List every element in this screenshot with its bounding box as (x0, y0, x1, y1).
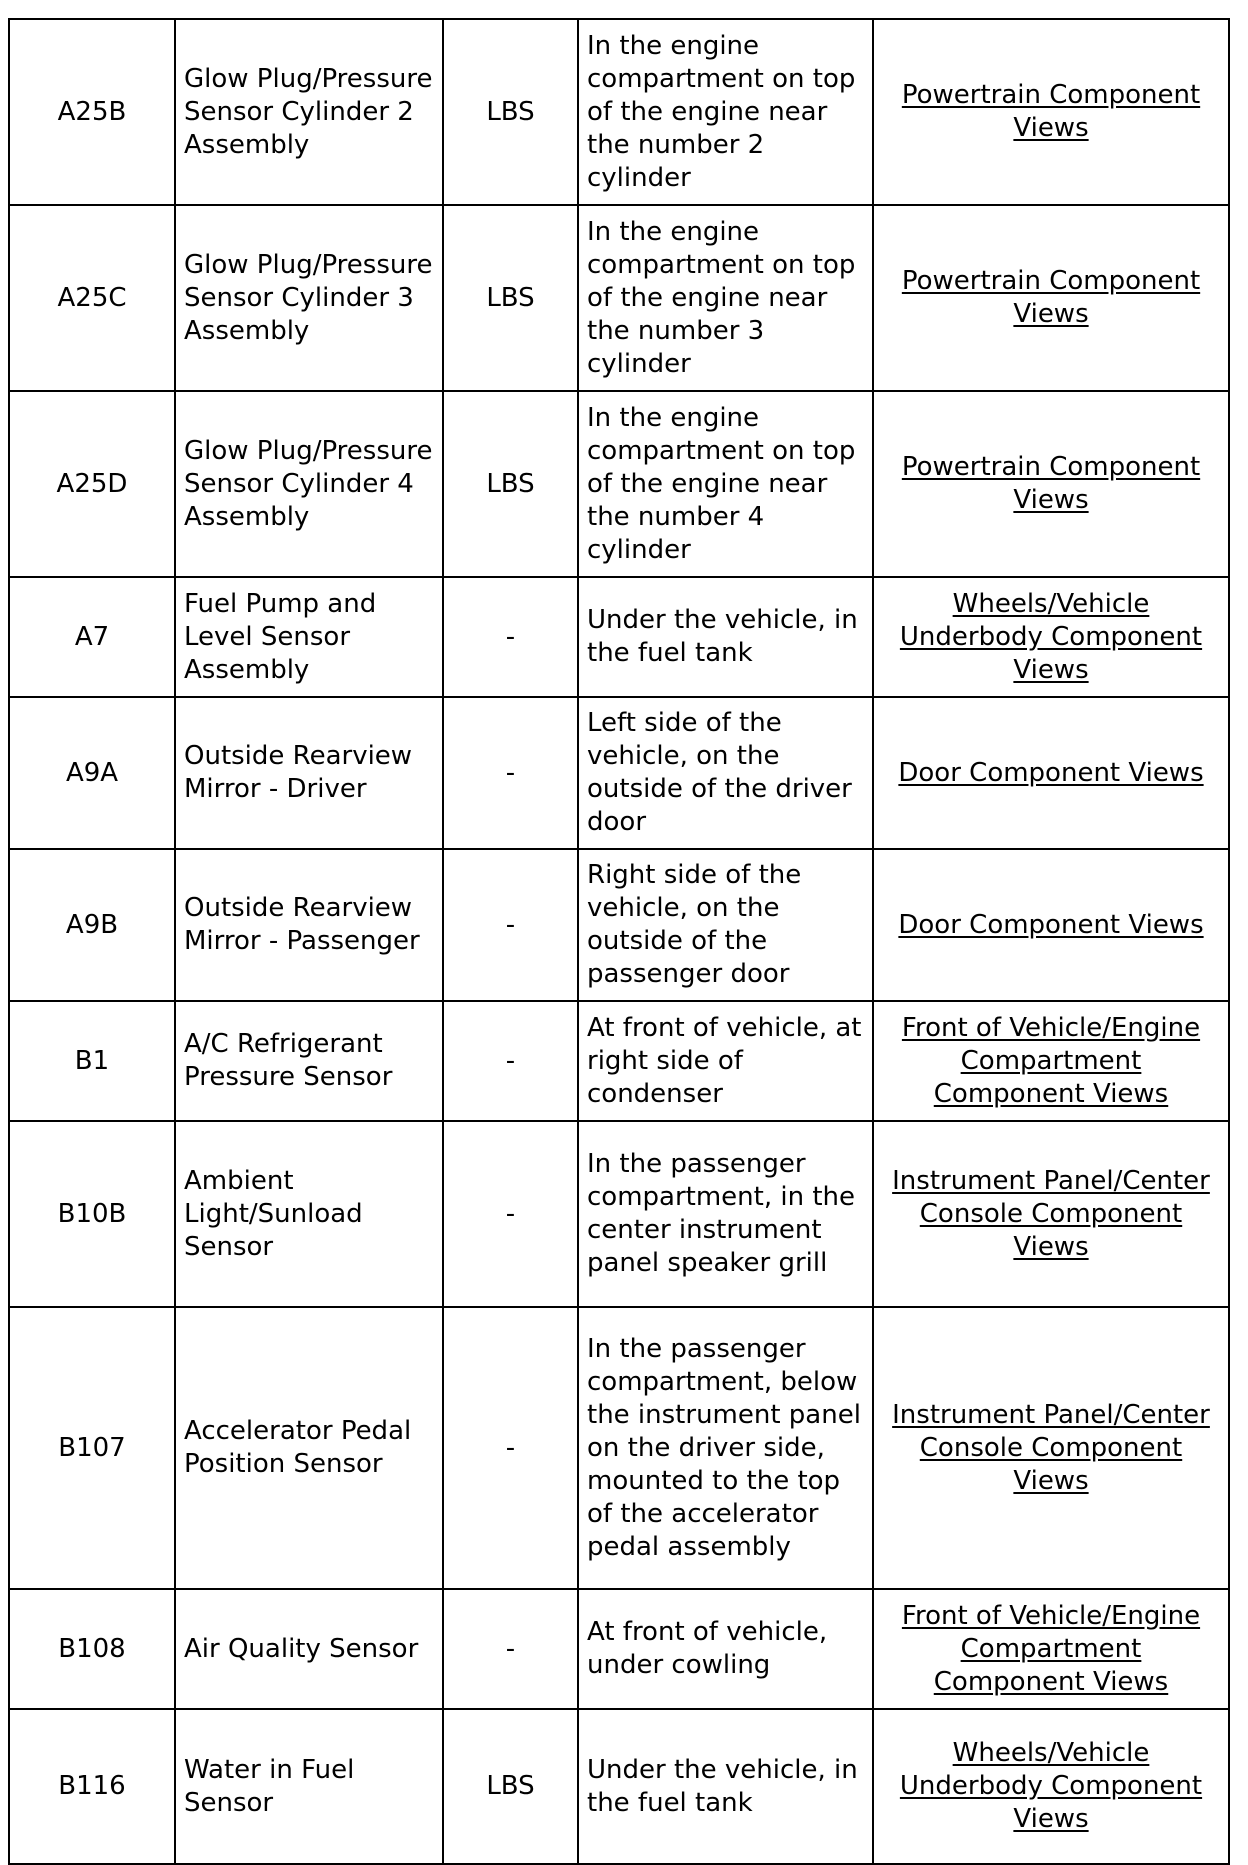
component-name-cell: Outside Rearview Mirror - Driver (175, 697, 443, 849)
component-view-cell (873, 205, 1229, 391)
component-type-cell: LBS (443, 391, 578, 577)
component-id-cell: B107 (9, 1307, 175, 1589)
component-view-link[interactable]: Powertrain Component Views (901, 266, 1201, 329)
component-location-cell: Under the vehicle, in the fuel tank (578, 1709, 873, 1864)
component-location-cell: Right side of the vehicle, on the outside of the passenger door (578, 849, 873, 1001)
component-name-cell: Ambient Light/Sunload Sensor (175, 1121, 443, 1307)
table-row (9, 1121, 1229, 1307)
component-view-cell (873, 1307, 1229, 1589)
component-type-cell: - (443, 1001, 578, 1121)
component-location-cell: In the engine compartment on top of the engine near the number 3 cylinder (578, 205, 873, 391)
component-type-cell: LBS (443, 19, 578, 205)
component-location-cell: Under the vehicle, in the fuel tank (578, 577, 873, 697)
component-location-cell: In the passenger compartment, below the instrument panel on the driver side, mounted to the top of the accelerator pedal assembly (578, 1307, 873, 1589)
component-type-cell: - (443, 849, 578, 1001)
component-table (8, 18, 1230, 1865)
component-view-link[interactable]: Instrument Panel/Center Console Component Views (892, 1399, 1210, 1496)
component-view-cell (873, 1121, 1229, 1307)
component-type-cell: LBS (443, 1709, 578, 1864)
component-id-cell: B1 (9, 1001, 175, 1121)
component-view-cell (873, 19, 1229, 205)
table-row (9, 1001, 1229, 1121)
component-location-cell: Left side of the vehicle, on the outside of the driver door (578, 697, 873, 849)
component-name-cell: Water in Fuel Sensor (175, 1709, 443, 1864)
component-name-cell: Outside Rearview Mirror - Passenger (175, 849, 443, 1001)
component-id-cell: B10B (9, 1121, 175, 1307)
component-name-cell: Glow Plug/Pressure Sensor Cylinder 2 Assembly (175, 19, 443, 205)
component-view-cell (873, 391, 1229, 577)
component-location-cell: At front of vehicle, at right side of condenser (578, 1001, 873, 1121)
table-row (9, 391, 1229, 577)
component-name-cell: Glow Plug/Pressure Sensor Cylinder 4 Assembly (175, 391, 443, 577)
component-name-cell: A/C Refrigerant Pressure Sensor (175, 1001, 443, 1121)
component-type-cell: - (443, 1589, 578, 1709)
component-view-link[interactable]: Wheels/Vehicle Underbody Component Views (899, 1738, 1203, 1834)
component-type-cell: LBS (443, 205, 578, 391)
component-name-cell: Fuel Pump and Level Sensor Assembly (175, 577, 443, 697)
component-id-cell: A25B (9, 19, 175, 205)
component-id-cell: A25C (9, 205, 175, 391)
component-location-cell: In the passenger compartment, in the center instrument panel speaker grill (578, 1121, 873, 1307)
component-type-cell: - (443, 1307, 578, 1589)
component-name-cell: Glow Plug/Pressure Sensor Cylinder 3 Assembly (175, 205, 443, 391)
table-row (9, 849, 1229, 1001)
component-location-cell: At front of vehicle, under cowling (578, 1589, 873, 1709)
component-id-cell: B116 (9, 1709, 175, 1864)
component-location-cell: In the engine compartment on top of the engine near the number 4 cylinder (578, 391, 873, 577)
component-view-link[interactable]: Powertrain Component Views (901, 452, 1201, 515)
component-name-cell: Air Quality Sensor (175, 1589, 443, 1709)
component-view-link[interactable]: Instrument Panel/Center Console Component Views (892, 1165, 1210, 1262)
component-view-link[interactable]: Front of Vehicle/Engine Compartment Component Views (901, 1012, 1201, 1109)
component-type-cell: - (443, 1121, 578, 1307)
component-id-cell: A9A (9, 697, 175, 849)
component-location-cell: In the engine compartment on top of the engine near the number 2 cylinder (578, 19, 873, 205)
table-row (9, 205, 1229, 391)
component-locator-page (8, 18, 1230, 1865)
table-row (9, 19, 1229, 205)
component-id-cell: A25D (9, 391, 175, 577)
component-view-cell (873, 1709, 1229, 1864)
table-row (9, 1307, 1229, 1589)
component-view-link[interactable]: Door Component Views (898, 757, 1204, 788)
component-id-cell: B108 (9, 1589, 175, 1709)
component-view-link[interactable]: Door Component Views (898, 909, 1204, 940)
component-type-cell: - (443, 577, 578, 697)
component-view-link[interactable]: Powertrain Component Views (901, 80, 1201, 143)
component-id-cell: A7 (9, 577, 175, 697)
component-view-link[interactable]: Front of Vehicle/Engine Compartment Component Views (901, 1600, 1201, 1697)
component-view-cell (873, 1589, 1229, 1709)
table-row (9, 1709, 1229, 1864)
component-id-cell: A9B (9, 849, 175, 1001)
component-view-cell (873, 1001, 1229, 1121)
component-view-cell (873, 849, 1229, 1001)
component-view-link[interactable]: Wheels/Vehicle Underbody Component Views (899, 588, 1203, 685)
component-view-cell (873, 577, 1229, 697)
table-row (9, 1589, 1229, 1709)
table-row (9, 577, 1229, 697)
table-row (9, 697, 1229, 849)
component-type-cell: - (443, 697, 578, 849)
component-name-cell: Accelerator Pedal Position Sensor (175, 1307, 443, 1589)
component-view-cell (873, 697, 1229, 849)
